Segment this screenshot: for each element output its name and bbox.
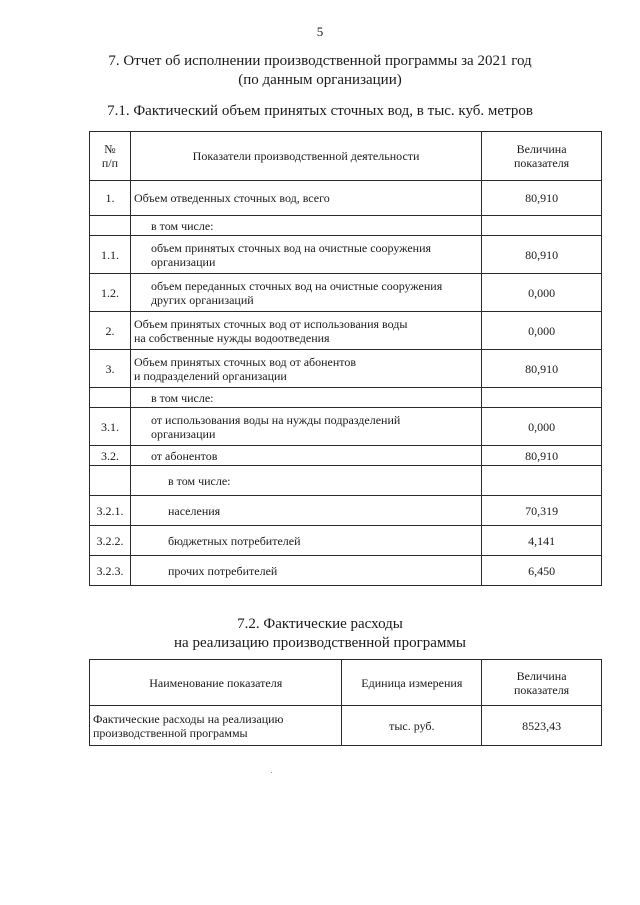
row-label: в том числе:	[130, 388, 481, 408]
row-number	[90, 388, 131, 408]
row-number: 3.	[90, 350, 131, 388]
section-title	[0, 52, 640, 90]
row-value	[482, 466, 602, 496]
row-label: бюджетных потребителей	[130, 526, 481, 556]
expense-name: Фактические расходы на реализацию производственной программы	[90, 706, 342, 746]
expense-value: 8523,43	[482, 706, 602, 746]
row-value	[482, 388, 602, 408]
row-number: 3.2.	[90, 446, 131, 466]
row-label: прочих потребителей	[130, 556, 481, 586]
section-title-line1: 7. Отчет об исполнении производственной программы за 2021 год	[108, 53, 532, 69]
row-label: Объем принятых сточных вод от абонентов и подразделений организации	[130, 350, 481, 388]
table1-header-row	[90, 132, 602, 181]
row-value: 0,000	[482, 408, 602, 446]
row-value	[482, 216, 602, 236]
row-value: 4,141	[482, 526, 602, 556]
table1-row	[90, 408, 602, 446]
wastewater-volume-table	[89, 131, 602, 586]
table2-header-row	[90, 660, 602, 706]
row-number: 1.	[90, 181, 131, 216]
header-unit: Единица измерения	[342, 660, 482, 706]
section-title-line2: (по данным организации)	[238, 72, 402, 88]
subsection1-title-text: 7.1. Фактический объем принятых сточных вод, в тыс. куб. метров	[107, 103, 533, 119]
row-number: 2.	[90, 312, 131, 350]
scan-dot	[271, 772, 272, 773]
row-number	[90, 466, 131, 496]
row-number: 1.1.	[90, 236, 131, 274]
table1-row	[90, 181, 602, 216]
row-number: 3.2.1.	[90, 496, 131, 526]
row-label: от использования воды на нужды подразделений организации	[130, 408, 481, 446]
table1-row	[90, 236, 602, 274]
row-label: населения	[130, 496, 481, 526]
row-label: объем переданных сточных вод на очистные сооружения других организаций	[130, 274, 481, 312]
row-value: 0,000	[482, 274, 602, 312]
subsection2-title	[0, 615, 640, 653]
table1-row	[90, 556, 602, 586]
row-number	[90, 216, 131, 236]
row-value: 6,450	[482, 556, 602, 586]
table1-row	[90, 274, 602, 312]
row-number: 3.2.2.	[90, 526, 131, 556]
table1-row	[90, 350, 602, 388]
table1-row	[90, 526, 602, 556]
row-label: в том числе:	[130, 466, 481, 496]
row-number: 1.2.	[90, 274, 131, 312]
table1-row	[90, 388, 602, 408]
row-label: в том числе:	[130, 216, 481, 236]
table1-row	[90, 496, 602, 526]
row-value: 0,000	[482, 312, 602, 350]
row-label: Объем отведенных сточных вод, всего	[130, 181, 481, 216]
table1-row	[90, 446, 602, 466]
table1-row	[90, 216, 602, 236]
page-number: 5	[316, 24, 324, 39]
table1-row	[90, 312, 602, 350]
row-value: 80,910	[482, 350, 602, 388]
header-name: Наименование показателя	[90, 660, 342, 706]
row-number: 3.2.3.	[90, 556, 131, 586]
header-indicator: Показатели производственной деятельности	[130, 132, 481, 181]
table1-row	[90, 466, 602, 496]
subsection1-title	[0, 102, 640, 121]
expense-unit: тыс. руб.	[342, 706, 482, 746]
row-label: объем принятых сточных вод на очистные сооружения организации	[130, 236, 481, 274]
header-num: № п/п	[90, 132, 131, 181]
row-value: 70,319	[482, 496, 602, 526]
row-number: 3.1.	[90, 408, 131, 446]
subsection2-title-line2: на реализацию производственной программы	[174, 635, 466, 651]
program-expenses-table	[89, 659, 602, 746]
header-value: Величина показателя	[482, 132, 602, 181]
header-value: Величина показателя	[482, 660, 602, 706]
row-value: 80,910	[482, 446, 602, 466]
row-label: от абонентов	[130, 446, 481, 466]
row-value: 80,910	[482, 181, 602, 216]
row-label: Объем принятых сточных вод от использования воды на собственные нужды водоотведения	[130, 312, 481, 350]
row-value: 80,910	[482, 236, 602, 274]
table2-row	[90, 706, 602, 746]
subsection2-title-line1: 7.2. Фактические расходы	[237, 616, 403, 632]
